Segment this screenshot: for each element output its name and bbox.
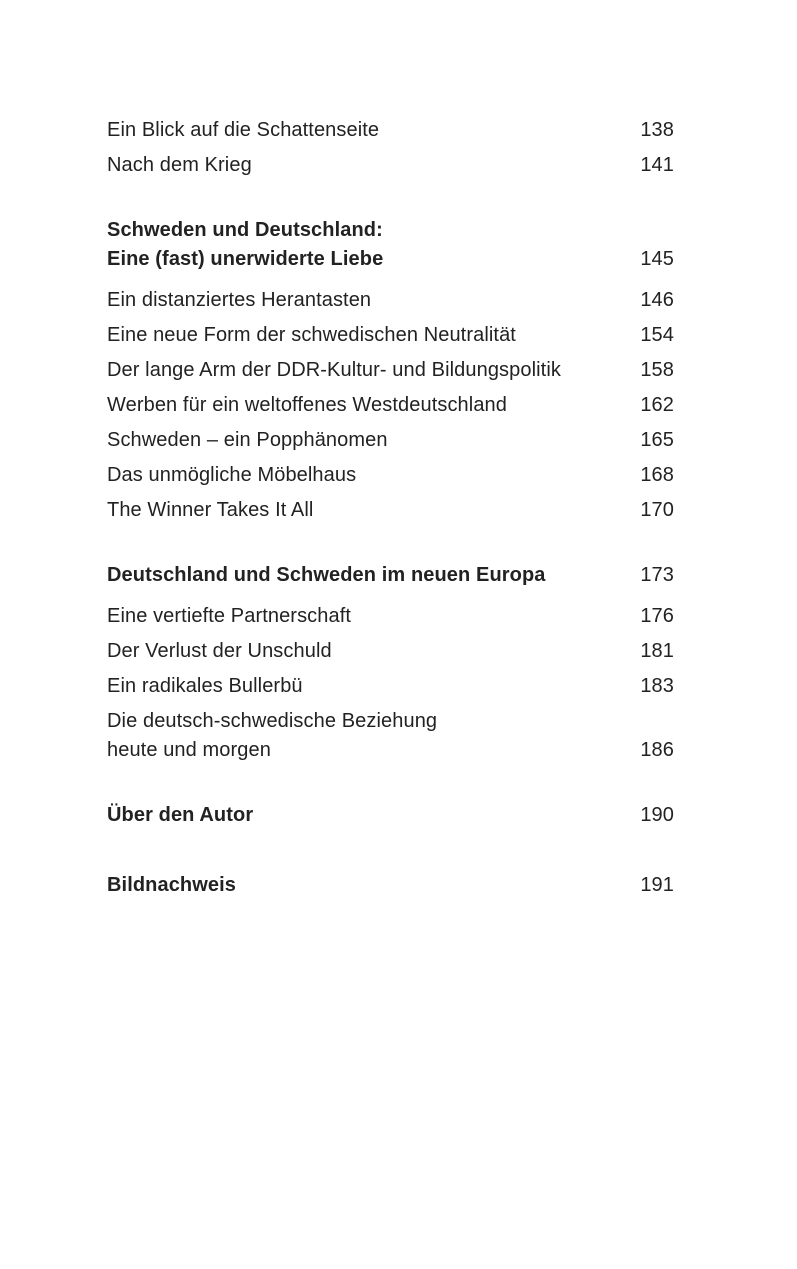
toc-entry-title: Nach dem Krieg [107,154,252,176]
toc-entry[interactable] [107,116,674,145]
toc-entry-title: Eine vertiefte Partnerschaft [107,605,352,627]
toc-entry-page: 168 [640,464,674,486]
toc-entry[interactable] [107,637,674,666]
toc-entry[interactable] [107,707,674,765]
toc-entry[interactable] [107,321,674,350]
toc-entry[interactable] [107,461,674,490]
toc-chapter-page: 173 [640,564,674,586]
toc-chapter-heading[interactable] [107,561,674,590]
toc-entry-title-line2: heute und morgen [107,739,271,761]
toc-entry-page: 181 [640,640,674,662]
toc-chapter-heading[interactable] [107,871,674,900]
toc-chapter-heading[interactable] [107,801,674,830]
toc-entry-title: Das unmögliche Möbelhaus [107,464,357,486]
toc-chapter-page: 190 [640,804,674,826]
toc-entry[interactable] [107,151,674,180]
toc-chapter-title: Über den Autor [107,804,254,826]
toc-entry[interactable] [107,602,674,631]
toc-entry-page: 154 [640,324,674,346]
toc-entry-title-line1: Die deutsch-schwedische Beziehung [107,710,438,732]
toc-entry-title: Ein radikales Bullerbü [107,675,303,697]
toc-entry[interactable] [107,496,674,525]
toc-entry[interactable] [107,286,674,315]
toc-entry[interactable] [107,391,674,420]
toc-entry[interactable] [107,426,674,455]
toc-entry-title: Werben für ein weltoffenes Westdeutschland [107,394,507,416]
toc-entry-title: Der Verlust der Unschuld [107,640,332,662]
toc-entry-page: 162 [640,394,674,416]
toc-chapter-title-line1: Schweden und Deutschland: [107,219,383,241]
toc-entry-title: Ein distanziertes Herantasten [107,289,372,311]
toc-entry-title: Der lange Arm der DDR-Kultur- und Bildungspolitik [107,359,561,381]
toc-chapter-title: Bildnachweis [107,874,237,896]
toc-entry-title: Schweden – ein Popphänomen [107,429,388,451]
toc-entry[interactable] [107,672,674,701]
toc-entry-page: 176 [640,605,674,627]
toc-entry-page: 170 [640,499,674,521]
toc-entry-page: 165 [640,429,674,451]
toc-chapter-page: 191 [640,874,674,896]
toc-chapter-title: Deutschland und Schweden im neuen Europa [107,564,546,586]
toc-entry-title: Ein Blick auf die Schattenseite [107,119,380,141]
toc-chapter-page: 145 [640,248,674,270]
toc-entry-title: Eine neue Form der schwedischen Neutralität [107,324,516,346]
toc-entry-page: 183 [640,675,674,697]
toc-entry-page: 138 [640,119,674,141]
toc-chapter-heading[interactable] [107,216,674,274]
toc-entry-title: The Winner Takes It All [107,499,314,521]
toc-entry[interactable] [107,356,674,385]
toc-chapter-title-line2: Eine (fast) unerwiderte Liebe [107,248,384,270]
toc-entry-page: 146 [640,289,674,311]
toc-entry-page: 186 [640,739,674,761]
toc-entry-page: 158 [640,359,674,381]
toc-entry-page: 141 [640,154,674,176]
